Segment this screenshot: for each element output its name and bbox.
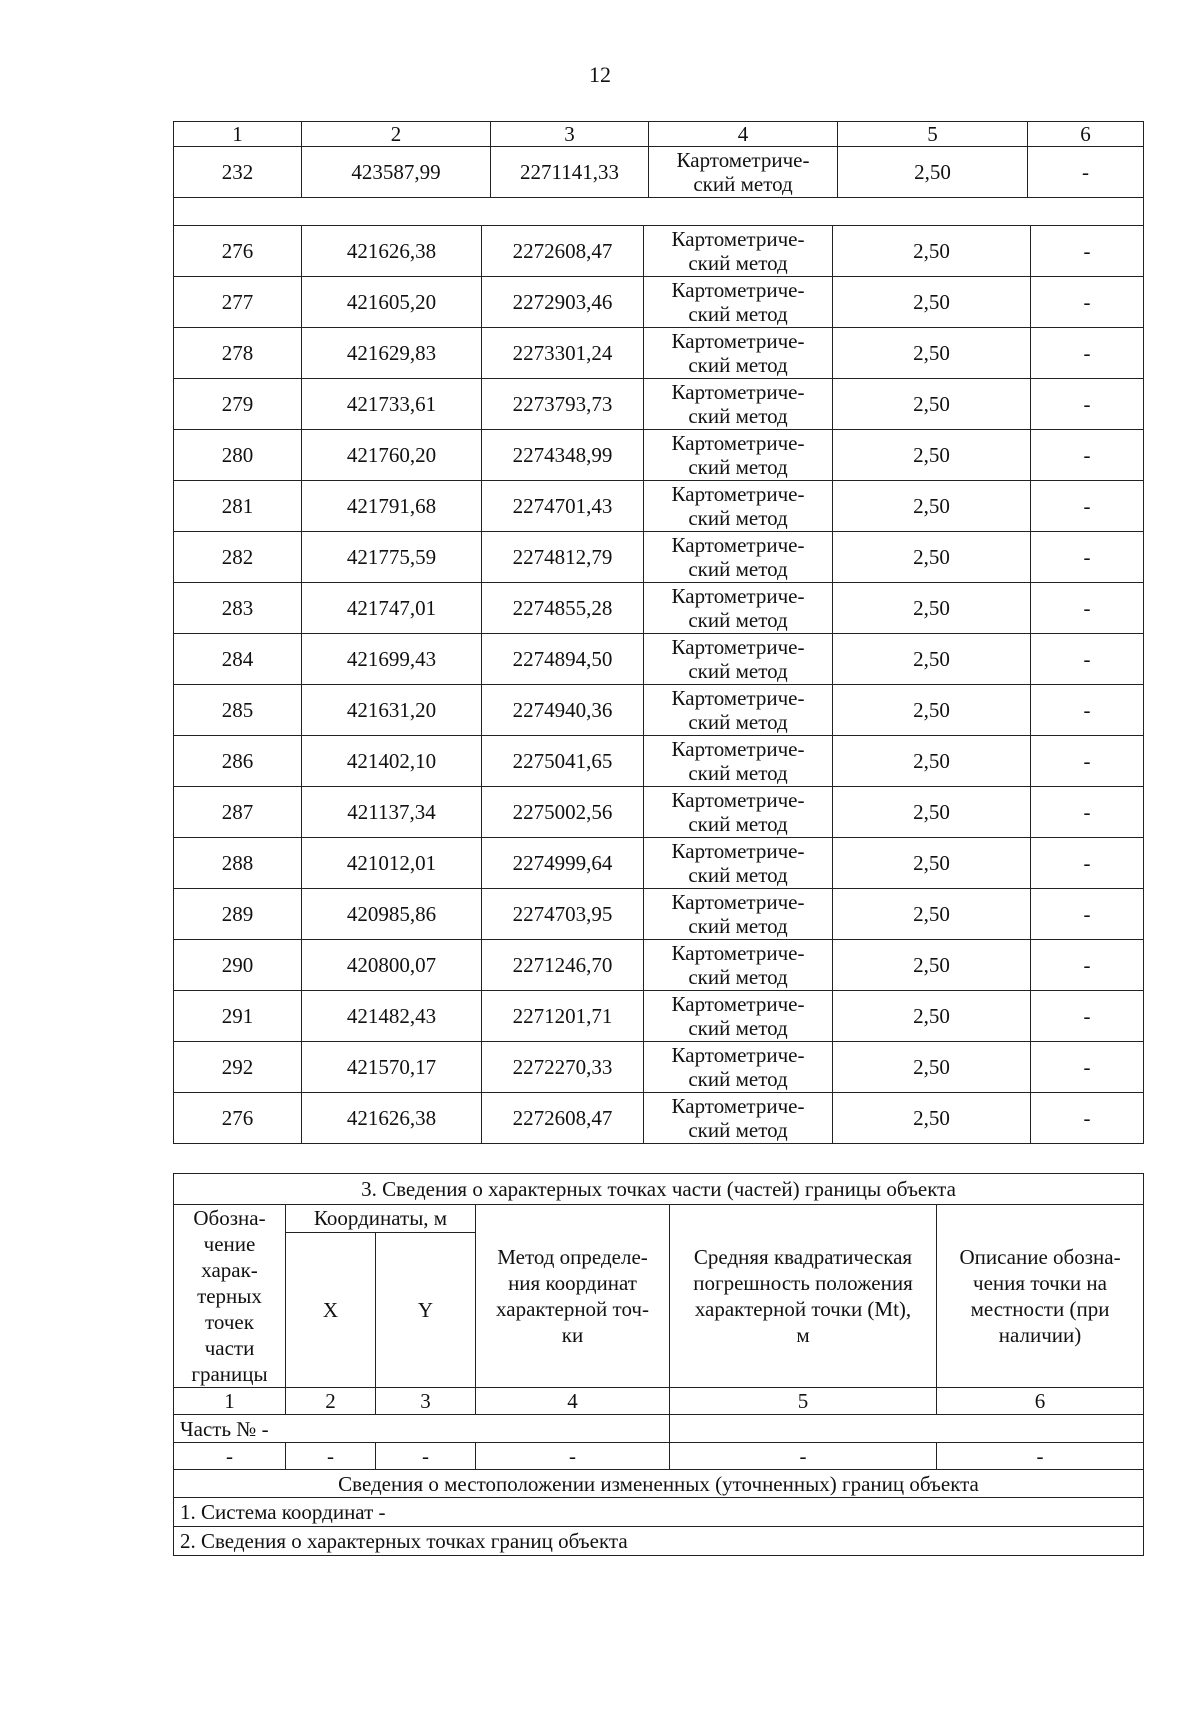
header-line: границы	[191, 1362, 268, 1386]
header-line: чения точки на	[973, 1271, 1107, 1295]
point-method	[644, 481, 833, 532]
part-label: Часть № -	[174, 1415, 670, 1443]
part-empty	[670, 1415, 1144, 1443]
point-id: 290	[174, 940, 302, 991]
point-description: -	[1031, 481, 1144, 532]
method-line-1: Картометриче-	[676, 148, 810, 172]
point-id: 292	[174, 1042, 302, 1093]
point-description: -	[1031, 838, 1144, 889]
method-line-2: ский метод	[688, 710, 788, 734]
table-row	[174, 328, 1144, 379]
point-id: 232	[174, 147, 302, 198]
point-id: 278	[174, 328, 302, 379]
separator-cell	[174, 198, 1144, 226]
point-description: -	[1031, 532, 1144, 583]
method-line-1: Картометриче-	[671, 1043, 805, 1067]
point-y: 2271141,33	[491, 147, 649, 198]
top-table	[173, 121, 1144, 226]
point-id: 283	[174, 583, 302, 634]
column-number-row	[174, 122, 1144, 147]
point-error: 2,50	[833, 1042, 1031, 1093]
header-line: характерной точки (Mt),	[694, 1297, 912, 1321]
point-method	[644, 940, 833, 991]
header-line: местности (при	[970, 1297, 1110, 1321]
dash-cell: -	[376, 1443, 476, 1470]
header-line: Метод определе-	[497, 1245, 648, 1269]
table-row	[174, 1042, 1144, 1093]
method-line-2: ский метод	[688, 557, 788, 581]
point-description: -	[1031, 685, 1144, 736]
point-y: 2271246,70	[482, 940, 644, 991]
method-line-1: Картометриче-	[671, 839, 805, 863]
point-method	[644, 226, 833, 277]
point-x: 421137,34	[302, 787, 482, 838]
point-description: -	[1031, 430, 1144, 481]
point-error: 2,50	[833, 430, 1031, 481]
point-description: -	[1031, 1093, 1144, 1144]
changed-bounds-title: Сведения о местоположении измененных (уточненных) границ объекта	[174, 1470, 1144, 1498]
point-description: -	[1031, 583, 1144, 634]
point-error: 2,50	[833, 889, 1031, 940]
table-row	[174, 889, 1144, 940]
table-row	[174, 685, 1144, 736]
method-line-1: Картометриче-	[671, 533, 805, 557]
point-id: 286	[174, 736, 302, 787]
table-row	[174, 940, 1144, 991]
header-x: X	[286, 1232, 376, 1387]
point-y: 2272903,46	[482, 277, 644, 328]
points-table	[173, 225, 1144, 1144]
point-x: 420800,07	[302, 940, 482, 991]
point-description: -	[1028, 147, 1144, 198]
point-id: 276	[174, 226, 302, 277]
point-error: 2,50	[833, 379, 1031, 430]
header-line: характерной точ-	[496, 1297, 649, 1321]
dash-cell: -	[670, 1443, 937, 1470]
point-description: -	[1031, 787, 1144, 838]
header-line: погрешность положения	[693, 1271, 913, 1295]
header-line: чение	[203, 1232, 256, 1256]
point-error: 2,50	[833, 328, 1031, 379]
method-line-1: Картометриче-	[671, 635, 805, 659]
table-row	[174, 147, 1144, 198]
point-id: 282	[174, 532, 302, 583]
dash-cell: -	[286, 1443, 376, 1470]
point-x: 421699,43	[302, 634, 482, 685]
point-x: 421605,20	[302, 277, 482, 328]
separator-row	[174, 198, 1144, 226]
method-line-1: Картометриче-	[671, 737, 805, 761]
col-number: 1	[174, 1388, 286, 1415]
point-id: 291	[174, 991, 302, 1042]
table-row	[174, 736, 1144, 787]
table-row	[174, 277, 1144, 328]
dash-cell: -	[476, 1443, 670, 1470]
table-row	[174, 787, 1144, 838]
method-line-2: ский метод	[688, 404, 788, 428]
method-line-1: Картометриче-	[671, 992, 805, 1016]
point-error: 2,50	[833, 736, 1031, 787]
point-x: 421012,01	[302, 838, 482, 889]
method-line-1: Картометриче-	[671, 890, 805, 914]
point-id: 281	[174, 481, 302, 532]
table-row	[174, 838, 1144, 889]
point-error: 2,50	[833, 481, 1031, 532]
point-error: 2,50	[833, 787, 1031, 838]
point-x: 421775,59	[302, 532, 482, 583]
method-line-1: Картометриче-	[671, 329, 805, 353]
point-description: -	[1031, 889, 1144, 940]
point-description: -	[1031, 328, 1144, 379]
method-line-1: Картометриче-	[671, 788, 805, 812]
dash-cell: -	[937, 1443, 1144, 1470]
col-number: 3	[376, 1388, 476, 1415]
point-x: 421570,17	[302, 1042, 482, 1093]
table-row	[174, 1093, 1144, 1144]
characteristic-points-line: 2. Сведения о характерных точках границ объекта	[174, 1527, 1144, 1556]
point-id: 279	[174, 379, 302, 430]
table-row	[174, 532, 1144, 583]
point-method	[644, 430, 833, 481]
point-error: 2,50	[833, 991, 1031, 1042]
method-line-2: ский метод	[688, 761, 788, 785]
point-error: 2,50	[833, 634, 1031, 685]
header-line: Обозна-	[193, 1206, 266, 1230]
point-x: 421626,38	[302, 226, 482, 277]
col-number: 5	[838, 122, 1028, 147]
header-line: харак-	[201, 1258, 258, 1282]
method-line-1: Картометриче-	[671, 482, 805, 506]
page-number: 12	[589, 62, 611, 87]
table-row	[174, 379, 1144, 430]
point-x: 421791,68	[302, 481, 482, 532]
header-description	[937, 1205, 1144, 1388]
method-line-2: ский метод	[688, 914, 788, 938]
point-id: 289	[174, 889, 302, 940]
point-x: 421482,43	[302, 991, 482, 1042]
method-line-1: Картометриче-	[671, 278, 805, 302]
header-mean-error	[670, 1205, 937, 1388]
method-line-1: Картометриче-	[671, 686, 805, 710]
table-row	[174, 583, 1144, 634]
col-number: 2	[302, 122, 491, 147]
header-line: м	[796, 1323, 810, 1347]
point-description: -	[1031, 634, 1144, 685]
point-error: 2,50	[833, 532, 1031, 583]
point-method	[644, 1042, 833, 1093]
point-y: 2274894,50	[482, 634, 644, 685]
point-description: -	[1031, 277, 1144, 328]
section-3-title: 3. Сведения о характерных точках части (частей) границы объекта	[174, 1174, 1144, 1205]
point-y: 2274703,95	[482, 889, 644, 940]
col-number: 4	[476, 1388, 670, 1415]
table-row	[174, 991, 1144, 1042]
point-x: 421747,01	[302, 583, 482, 634]
point-id: 280	[174, 430, 302, 481]
point-id: 285	[174, 685, 302, 736]
method-line-2: ский метод	[688, 506, 788, 530]
method-line-1: Картометриче-	[671, 431, 805, 455]
point-id: 284	[174, 634, 302, 685]
point-x: 421402,10	[302, 736, 482, 787]
method-line-2: ский метод	[688, 659, 788, 683]
table-row	[174, 481, 1144, 532]
point-method	[644, 634, 833, 685]
point-method	[644, 1093, 833, 1144]
point-y: 2274348,99	[482, 430, 644, 481]
header-y: Y	[376, 1232, 476, 1387]
col-number: 4	[649, 122, 838, 147]
point-y: 2274812,79	[482, 532, 644, 583]
table-row	[174, 634, 1144, 685]
point-id: 287	[174, 787, 302, 838]
point-y: 2275002,56	[482, 787, 644, 838]
point-x: 421760,20	[302, 430, 482, 481]
point-method	[644, 991, 833, 1042]
method-line-2: ский метод	[688, 608, 788, 632]
method-line-1: Картометриче-	[671, 227, 805, 251]
point-id: 288	[174, 838, 302, 889]
point-method	[644, 685, 833, 736]
header-line: точек	[205, 1310, 254, 1334]
point-description: -	[1031, 1042, 1144, 1093]
col-number: 6	[1028, 122, 1144, 147]
point-x: 421626,38	[302, 1093, 482, 1144]
point-y: 2272608,47	[482, 1093, 644, 1144]
method-line-1: Картометриче-	[671, 1094, 805, 1118]
method-line-2: ский метод	[688, 251, 788, 275]
method-line-2: ский метод	[688, 863, 788, 887]
point-id: 277	[174, 277, 302, 328]
table-row	[174, 226, 1144, 277]
point-description: -	[1031, 379, 1144, 430]
method-line-2: ский метод	[688, 1016, 788, 1040]
point-y: 2272608,47	[482, 226, 644, 277]
method-line-2: ский метод	[688, 965, 788, 989]
method-line-2: ский метод	[688, 812, 788, 836]
point-y: 2274940,36	[482, 685, 644, 736]
header-method	[476, 1205, 670, 1388]
point-y: 2274999,64	[482, 838, 644, 889]
header-line: части	[204, 1336, 255, 1360]
point-y: 2274855,28	[482, 583, 644, 634]
point-y: 2273301,24	[482, 328, 644, 379]
method-line-2: ский метод	[693, 172, 793, 196]
point-method	[644, 889, 833, 940]
point-error: 2,50	[833, 685, 1031, 736]
point-description: -	[1031, 940, 1144, 991]
point-error: 2,50	[833, 583, 1031, 634]
point-x: 421629,83	[302, 328, 482, 379]
table-row	[174, 430, 1144, 481]
header-line: ния координат	[508, 1271, 637, 1295]
point-y: 2273793,73	[482, 379, 644, 430]
point-y: 2275041,65	[482, 736, 644, 787]
point-description: -	[1031, 226, 1144, 277]
col-number: 3	[491, 122, 649, 147]
header-line: терных	[197, 1284, 262, 1308]
dash-cell: -	[174, 1443, 286, 1470]
point-method	[644, 379, 833, 430]
col-number: 6	[937, 1388, 1144, 1415]
point-method	[644, 532, 833, 583]
col-number: 5	[670, 1388, 937, 1415]
method-line-1: Картометриче-	[671, 584, 805, 608]
header-line: ки	[561, 1323, 584, 1347]
point-x: 421733,61	[302, 379, 482, 430]
method-line-1: Картометриче-	[671, 380, 805, 404]
method-line-2: ский метод	[688, 353, 788, 377]
point-error: 2,50	[833, 1093, 1031, 1144]
point-method	[649, 147, 838, 198]
point-method	[644, 736, 833, 787]
point-error: 2,50	[833, 277, 1031, 328]
point-description: -	[1031, 991, 1144, 1042]
point-y: 2272270,33	[482, 1042, 644, 1093]
point-method	[644, 328, 833, 379]
method-line-1: Картометриче-	[671, 941, 805, 965]
coordinate-system-line: 1. Система координат -	[174, 1498, 1144, 1527]
point-error: 2,50	[833, 940, 1031, 991]
method-line-2: ский метод	[688, 455, 788, 479]
point-method	[644, 838, 833, 889]
header-line: наличии)	[998, 1323, 1082, 1347]
method-line-2: ский метод	[688, 302, 788, 326]
point-x: 420985,86	[302, 889, 482, 940]
point-error: 2,50	[838, 147, 1028, 198]
method-line-2: ский метод	[688, 1118, 788, 1142]
point-x: 421631,20	[302, 685, 482, 736]
point-method	[644, 787, 833, 838]
point-y: 2271201,71	[482, 991, 644, 1042]
header-line: Описание обозна-	[959, 1245, 1121, 1269]
point-error: 2,50	[833, 838, 1031, 889]
header-point-designation	[174, 1205, 286, 1388]
point-method	[644, 277, 833, 328]
point-error: 2,50	[833, 226, 1031, 277]
point-description: -	[1031, 736, 1144, 787]
header-coordinates: Координаты, м	[286, 1205, 476, 1233]
point-method	[644, 583, 833, 634]
section-3-table	[173, 1173, 1144, 1556]
col-number: 2	[286, 1388, 376, 1415]
point-id: 276	[174, 1093, 302, 1144]
point-x: 423587,99	[302, 147, 491, 198]
point-y: 2274701,43	[482, 481, 644, 532]
method-line-2: ский метод	[688, 1067, 788, 1091]
col-number: 1	[174, 122, 302, 147]
header-line: Средняя квадратическая	[693, 1245, 913, 1269]
